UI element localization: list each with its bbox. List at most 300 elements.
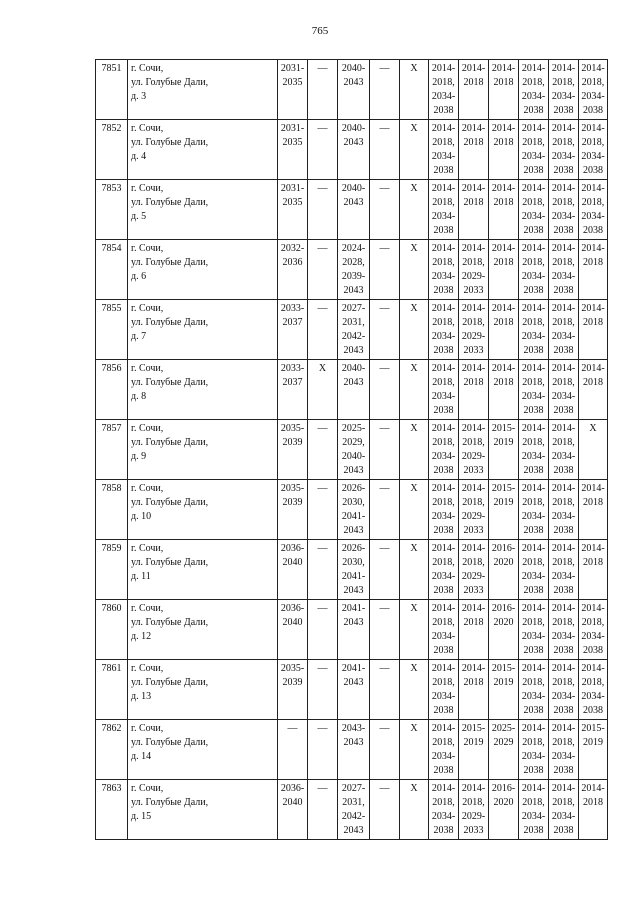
period-line: 2038 (553, 165, 574, 176)
period-line: 2038 (553, 405, 574, 416)
period-cell (370, 660, 400, 720)
address-line: ул. Голубые Дали, (131, 677, 209, 688)
period-cell (489, 420, 519, 480)
period-cell (459, 660, 489, 720)
period-line: 2029 (493, 737, 514, 748)
period-cell (338, 240, 370, 300)
period-cell (338, 540, 370, 600)
period-line: — (379, 483, 390, 494)
period-line: 2035- (280, 423, 305, 434)
period-line: 2018 (493, 257, 514, 268)
period-cell (489, 480, 519, 540)
period-line: 2034- (521, 811, 546, 822)
period-cell (549, 720, 579, 780)
period-cell (370, 360, 400, 420)
row-number: 7852 (96, 120, 128, 180)
period-line: 2038 (553, 765, 574, 776)
period-line: 2034- (431, 451, 456, 462)
period-line: 2029- (461, 451, 486, 462)
period-line: 2020 (493, 557, 514, 568)
address-line: ул. Голубые Дали, (131, 257, 209, 268)
period-line: 2038 (433, 465, 454, 476)
period-cell (459, 180, 489, 240)
period-line: 2014- (461, 603, 486, 614)
period-line: 2039 (282, 437, 303, 448)
period-line: 2035 (282, 197, 303, 208)
period-line: X (410, 483, 418, 494)
table-row (96, 300, 608, 360)
period-line: 2034- (581, 691, 605, 702)
period-line: 2014- (521, 123, 546, 134)
period-line: 2031- (280, 63, 305, 74)
period-cell (278, 300, 308, 360)
period-cell (308, 600, 338, 660)
period-line: 2014- (551, 123, 576, 134)
period-line: 2014- (521, 183, 546, 194)
period-line: 2038 (523, 405, 544, 416)
period-line: 2019 (463, 737, 484, 748)
period-line: 2014- (581, 183, 605, 194)
period-line: 2014- (581, 303, 605, 314)
period-line: 2038 (523, 705, 544, 716)
period-line: 2039 (282, 677, 303, 688)
period-cell (278, 720, 308, 780)
period-line: 2029- (461, 511, 486, 522)
period-cell (429, 660, 459, 720)
period-line: X (410, 723, 418, 734)
period-line: 2038 (553, 825, 574, 836)
period-line: 2034- (521, 511, 546, 522)
period-cell (278, 780, 308, 840)
period-cell (459, 480, 489, 540)
period-line: 2029- (461, 331, 486, 342)
period-line: 2018, (552, 197, 575, 208)
period-line: 2014- (551, 483, 576, 494)
period-line: 2018, (462, 257, 485, 268)
period-line: 2034- (431, 91, 456, 102)
period-line: 2018, (522, 137, 545, 148)
period-cell (549, 480, 579, 540)
period-line: — (317, 543, 328, 554)
period-line: 2034- (551, 571, 576, 582)
period-line: X (410, 423, 418, 434)
period-line: 2038 (433, 345, 454, 356)
period-line: — (379, 723, 390, 734)
period-line: — (379, 63, 390, 74)
period-line: 2038 (553, 585, 574, 596)
period-cell (400, 300, 429, 360)
period-line: 2014- (461, 123, 486, 134)
period-line: — (317, 663, 328, 674)
period-line: — (379, 363, 390, 374)
period-cell (278, 240, 308, 300)
period-line: 2035 (282, 137, 303, 148)
period-line: 2034- (431, 211, 456, 222)
period-cell (429, 540, 459, 600)
period-line: 2018, (462, 317, 485, 328)
period-line: 2030, (342, 497, 365, 508)
address-line: д. 3 (131, 91, 147, 102)
table-row (96, 360, 608, 420)
period-cell (278, 480, 308, 540)
period-line: — (287, 723, 298, 734)
period-line: 2034- (521, 151, 546, 162)
period-line: 2018 (463, 197, 484, 208)
period-line: 2038 (523, 165, 544, 176)
period-cell (338, 720, 370, 780)
period-cell (549, 660, 579, 720)
period-cell (338, 780, 370, 840)
address-line: ул. Голубые Дали, (131, 737, 209, 748)
period-cell (429, 60, 459, 120)
period-line: 2018, (522, 257, 545, 268)
period-line: 2043 (343, 345, 364, 356)
address-line: г. Сочи, (131, 183, 164, 194)
period-cell (370, 780, 400, 840)
period-line: 2037 (282, 377, 303, 388)
period-line: X (410, 183, 418, 194)
period-line: 2014- (581, 543, 605, 554)
address-cell (128, 780, 278, 840)
period-line: — (379, 543, 390, 554)
period-line: 2038 (433, 705, 454, 716)
period-line: 2018, (462, 497, 485, 508)
period-line: 2038 (583, 165, 603, 176)
period-line: 2035- (280, 663, 305, 674)
period-line: 2019 (493, 677, 514, 688)
period-line: 2018 (583, 377, 603, 388)
period-cell (549, 240, 579, 300)
period-cell (579, 360, 608, 420)
period-line: 2043 (343, 197, 364, 208)
period-line: 2038 (433, 765, 454, 776)
period-line: 2038 (583, 645, 603, 656)
period-line: 2014- (461, 663, 486, 674)
row-number: 7861 (96, 660, 128, 720)
period-line: 2018, (432, 617, 455, 628)
period-line: 2035- (280, 483, 305, 494)
address-line: д. 5 (131, 211, 147, 222)
period-line: 2024- (341, 243, 366, 254)
period-cell (549, 420, 579, 480)
period-line: 2034- (521, 391, 546, 402)
period-line: 2014- (551, 363, 576, 374)
period-line: 2034- (431, 331, 456, 342)
period-line: 2018, (552, 617, 575, 628)
period-line: 2018, (552, 737, 575, 748)
period-cell (429, 180, 459, 240)
address-cell (128, 480, 278, 540)
period-line: 2034- (521, 211, 546, 222)
period-line: 2042- (341, 331, 366, 342)
period-line: 2014- (431, 243, 456, 254)
period-cell (338, 300, 370, 360)
address-line: ул. Голубые Дали, (131, 557, 209, 568)
period-line: 2018 (463, 137, 484, 148)
period-line: 2038 (523, 825, 544, 836)
address-line: ул. Голубые Дали, (131, 137, 209, 148)
table-row (96, 240, 608, 300)
period-cell (579, 660, 608, 720)
address-line: ул. Голубые Дали, (131, 797, 209, 808)
table-row (96, 480, 608, 540)
period-line: X (410, 663, 418, 674)
period-line: 2034- (521, 91, 546, 102)
period-line: 2041- (341, 511, 366, 522)
period-line: 2038 (523, 765, 544, 776)
period-line: 2018 (493, 317, 514, 328)
period-line: — (317, 243, 328, 254)
period-line: 2038 (523, 285, 544, 296)
period-line: 2018, (552, 257, 575, 268)
period-cell (338, 120, 370, 180)
period-line: 2018, (432, 197, 455, 208)
period-line: 2014- (461, 483, 486, 494)
period-cell (549, 60, 579, 120)
period-line: 2027- (341, 303, 366, 314)
period-cell (400, 720, 429, 780)
period-line: 2018, (432, 257, 455, 268)
address-line: г. Сочи, (131, 63, 164, 74)
period-line: 2018, (552, 77, 575, 88)
table-row (96, 60, 608, 120)
address-line: ул. Голубые Дали, (131, 317, 209, 328)
period-line: 2018, (432, 437, 455, 448)
period-line: 2018, (581, 677, 605, 688)
table-row (96, 660, 608, 720)
period-line: 2034- (521, 691, 546, 702)
address-line: д. 10 (131, 511, 152, 522)
period-line: 2029, (342, 437, 365, 448)
address-cell (128, 540, 278, 600)
period-line: 2034- (521, 271, 546, 282)
period-line: 2014- (521, 783, 546, 794)
period-line: 2018, (432, 497, 455, 508)
period-line: 2034- (431, 271, 456, 282)
period-cell (400, 540, 429, 600)
period-line: X (410, 363, 418, 374)
period-cell (519, 120, 549, 180)
row-number: 7860 (96, 600, 128, 660)
period-line: 2034- (551, 211, 576, 222)
period-line: 2014- (461, 63, 486, 74)
period-line: 2033- (280, 303, 305, 314)
period-line: 2014- (431, 183, 456, 194)
address-line: г. Сочи, (131, 663, 164, 674)
period-line: 2018, (432, 377, 455, 388)
period-cell (489, 720, 519, 780)
table-row (96, 180, 608, 240)
period-line: 2034- (521, 331, 546, 342)
period-line: 2038 (553, 465, 574, 476)
period-line: 2018, (462, 797, 485, 808)
period-line: 2038 (523, 525, 544, 536)
period-line: 2034- (551, 331, 576, 342)
period-line: — (317, 423, 328, 434)
period-line: 2018, (522, 377, 545, 388)
period-line: 2014- (461, 783, 486, 794)
period-line: 2019 (493, 437, 514, 448)
period-line: — (317, 483, 328, 494)
period-cell (579, 180, 608, 240)
period-line: 2018 (583, 557, 603, 568)
period-line: 2042- (341, 811, 366, 822)
row-number: 7856 (96, 360, 128, 420)
period-line: 2018, (522, 557, 545, 568)
period-cell (549, 360, 579, 420)
period-cell (370, 300, 400, 360)
schedule-table (95, 59, 608, 840)
period-line: 2034- (581, 91, 605, 102)
period-cell (400, 780, 429, 840)
period-line: 2027- (341, 783, 366, 794)
address-line: д. 13 (131, 691, 152, 702)
period-line: 2014- (581, 603, 605, 614)
period-cell (429, 780, 459, 840)
period-line: 2019 (493, 497, 514, 508)
period-line: 2014- (551, 423, 576, 434)
address-cell (128, 240, 278, 300)
period-cell (579, 540, 608, 600)
period-cell (519, 600, 549, 660)
period-line: 2014- (551, 603, 576, 614)
period-line: 2038 (523, 345, 544, 356)
period-line: 2040 (282, 797, 303, 808)
period-cell (400, 180, 429, 240)
period-line: X (410, 123, 418, 134)
period-line: — (317, 723, 328, 734)
period-line: 2038 (553, 285, 574, 296)
period-line: 2015- (581, 723, 605, 734)
period-line: 2034- (521, 631, 546, 642)
period-cell (489, 660, 519, 720)
period-line: 2018, (522, 737, 545, 748)
address-cell (128, 60, 278, 120)
address-cell (128, 660, 278, 720)
period-line: 2015- (491, 423, 516, 434)
period-line: 2014- (521, 603, 546, 614)
period-line: 2033 (463, 825, 484, 836)
address-line: г. Сочи, (131, 303, 164, 314)
period-line: 2014- (521, 723, 546, 734)
period-line: 2038 (433, 825, 454, 836)
period-line: 2018 (583, 317, 603, 328)
period-line: 2041- (341, 603, 366, 614)
period-line: 2038 (433, 285, 454, 296)
period-line: 2043 (343, 377, 364, 388)
period-cell (489, 240, 519, 300)
period-cell (549, 780, 579, 840)
address-line: ул. Голубые Дали, (131, 617, 209, 628)
period-line: 2041- (341, 571, 366, 582)
address-cell (128, 120, 278, 180)
period-line: 2038 (553, 345, 574, 356)
address-line: г. Сочи, (131, 723, 164, 734)
period-cell (278, 120, 308, 180)
period-line: 2034- (581, 631, 605, 642)
period-line: 2018 (493, 77, 514, 88)
period-line: 2016- (491, 543, 516, 554)
period-line: 2038 (553, 105, 574, 116)
period-line: 2019 (583, 737, 603, 748)
period-cell (370, 240, 400, 300)
table-body (96, 60, 608, 840)
period-cell (400, 600, 429, 660)
period-line: 2018, (522, 197, 545, 208)
period-line: 2034- (551, 631, 576, 642)
row-number: 7862 (96, 720, 128, 780)
period-cell (459, 120, 489, 180)
period-line: 2028, (342, 257, 365, 268)
period-cell (459, 720, 489, 780)
period-cell (400, 420, 429, 480)
address-line: г. Сочи, (131, 423, 164, 434)
period-cell (308, 480, 338, 540)
address-line: г. Сочи, (131, 483, 164, 494)
period-cell (579, 120, 608, 180)
period-line: 2014- (521, 543, 546, 554)
period-line: 2026- (341, 543, 366, 554)
period-line: — (317, 783, 328, 794)
period-line: 2034- (551, 691, 576, 702)
period-line: 2038 (583, 225, 603, 236)
period-cell (429, 720, 459, 780)
period-line: 2014- (431, 603, 456, 614)
period-line: 2014- (581, 363, 605, 374)
period-line: 2018 (493, 377, 514, 388)
period-line: 2014- (521, 483, 546, 494)
period-line: 2040 (282, 557, 303, 568)
period-line: 2014- (491, 63, 516, 74)
period-cell (489, 540, 519, 600)
period-cell (459, 780, 489, 840)
address-line: ул. Голубые Дали, (131, 77, 209, 88)
period-line: 2043 (343, 285, 364, 296)
period-line: 2029- (461, 811, 486, 822)
row-number: 7853 (96, 180, 128, 240)
period-line: 2020 (493, 797, 514, 808)
address-line: д. 15 (131, 811, 152, 822)
period-line: 2018, (552, 497, 575, 508)
period-line: — (379, 183, 390, 194)
period-cell (519, 780, 549, 840)
period-cell (489, 300, 519, 360)
period-cell (429, 480, 459, 540)
period-cell (338, 60, 370, 120)
period-line: 2038 (433, 585, 454, 596)
period-cell (429, 120, 459, 180)
period-line: 2014- (551, 543, 576, 554)
period-cell (519, 60, 549, 120)
period-line: 2018 (583, 497, 603, 508)
address-cell (128, 180, 278, 240)
period-cell (579, 420, 608, 480)
period-line: 2040 (282, 617, 303, 628)
period-line: 2014- (521, 243, 546, 254)
period-line: 2034- (551, 511, 576, 522)
period-line: 2033 (463, 585, 484, 596)
period-line: 2018, (432, 737, 455, 748)
period-line: 2033 (463, 285, 484, 296)
period-line: 2014- (431, 723, 456, 734)
period-line: 2014- (431, 783, 456, 794)
period-line: 2040- (341, 451, 366, 462)
period-line: 2014- (461, 243, 486, 254)
period-line: 2043 (343, 677, 364, 688)
address-line: д. 11 (131, 571, 151, 582)
address-line: г. Сочи, (131, 783, 164, 794)
period-line: X (410, 243, 418, 254)
